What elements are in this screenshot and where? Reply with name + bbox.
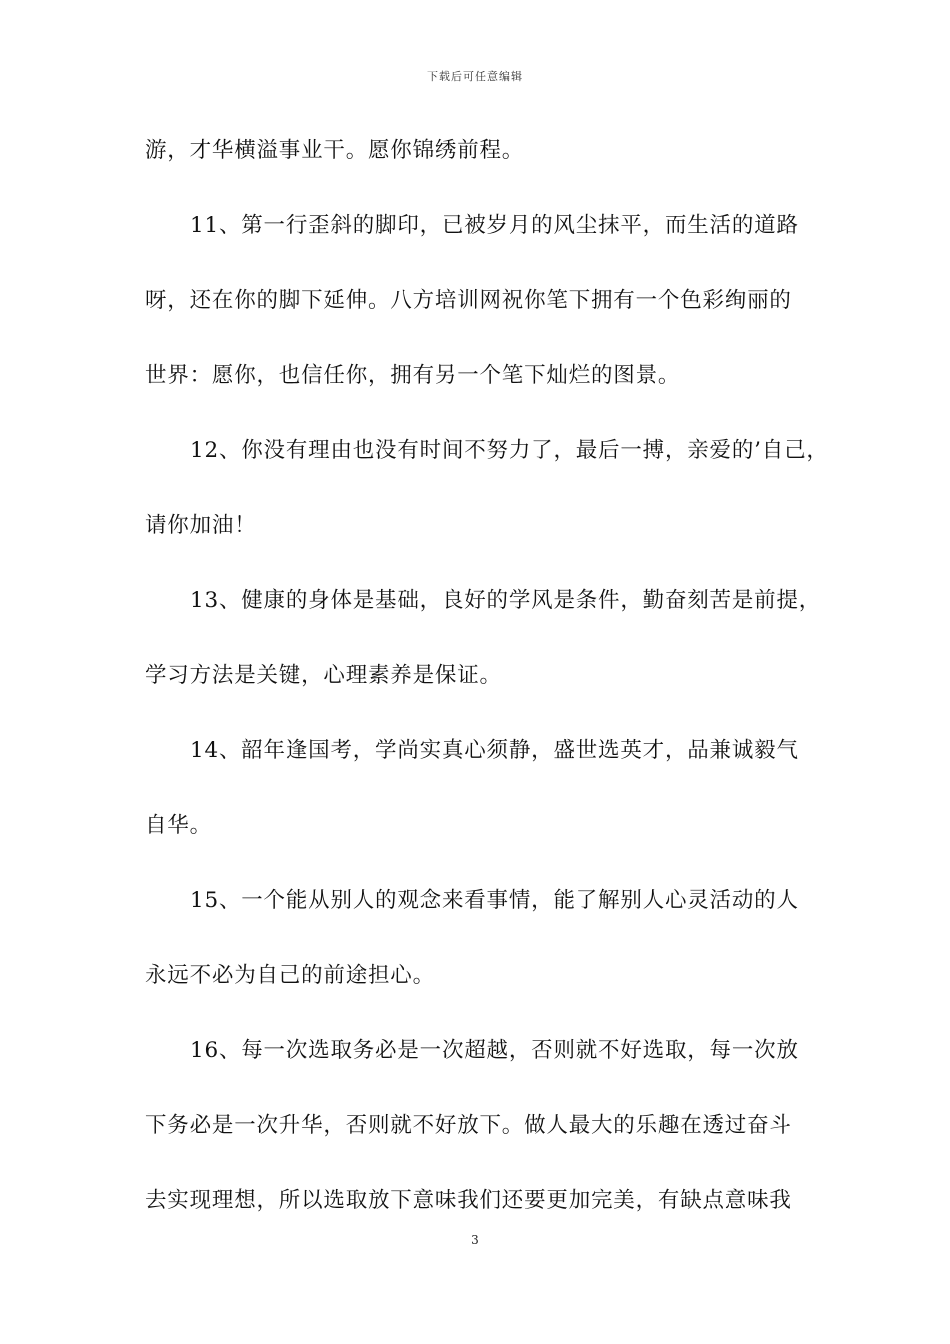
text-line: 学习方法是关键，心理素养是保证。	[145, 663, 502, 688]
text-line: 呀，还在你的脚下延伸。八方培训网祝你笔下拥有一个色彩绚丽的	[145, 288, 792, 313]
text-line: 16、每一次选取务必是一次超越，否则就不好选取，每一次放	[190, 1038, 799, 1063]
text-line: 11、第一行歪斜的脚印，已被岁月的风尘抹平，而生活的道路	[190, 213, 799, 238]
text-line: 13、健康的身体是基础，良好的学风是条件，勤奋刻苦是前提，	[190, 588, 822, 613]
text-line: 15、一个能从别人的观念来看事情，能了解别人心灵活动的人	[190, 888, 799, 913]
text-line: 12、你没有理由也没有时间不努力了，最后一搏，亲爱的’自己，	[190, 438, 829, 463]
text-line: 请你加油！	[145, 513, 257, 538]
text-line: 下务必是一次升华，否则就不好放下。做人最大的乐趣在透过奋斗	[145, 1113, 792, 1138]
text-line: 游，才华横溢事业干。愿你锦绣前程。	[145, 138, 525, 163]
text-line: 永远不必为自己的前途担心。	[145, 963, 435, 988]
text-line: 去实现理想，所以选取放下意味我们还要更加完美，有缺点意味我	[145, 1188, 792, 1213]
text-line: 自华。	[145, 813, 212, 838]
header-note: 下载后可任意编辑	[427, 70, 523, 83]
text-line: 世界：愿你，也信任你，拥有另一个笔下灿烂的图景。	[145, 363, 681, 388]
page-number: 3	[471, 1233, 479, 1247]
text-line: 14、韶年逢国考，学尚实真心须静，盛世选英才，品兼诚毅气	[190, 738, 799, 763]
